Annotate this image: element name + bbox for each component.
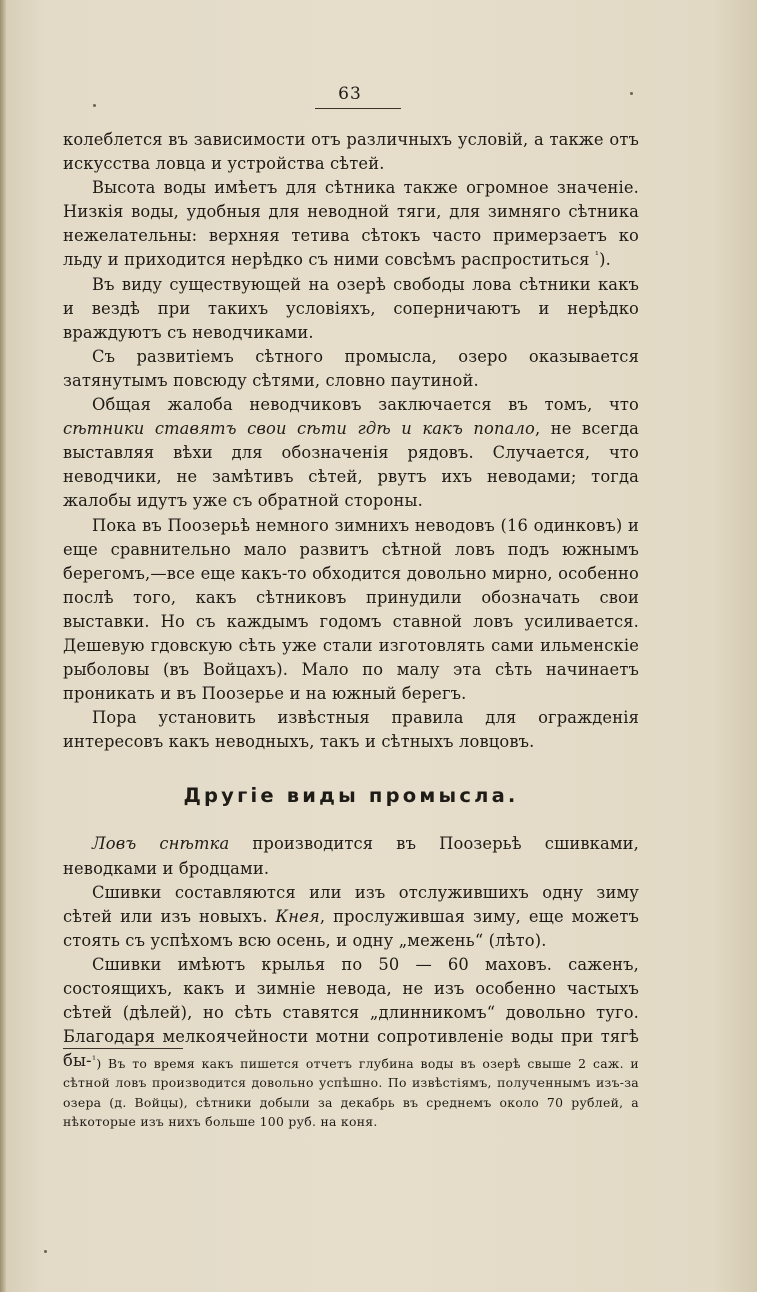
paper-speck [630,92,633,95]
paragraph: Пока въ Поозерьѣ немного зимнихъ неводовъ (16 одинковъ) и еще сравнительно мало развитъ сѣтной ловъ подъ южнымъ берегомъ,—все еще какъ-то обходится довольно мирно, особенно послѣ того, какъ сѣтниковъ принудили обозначать свои выставки. Но съ каждымъ годомъ ставной ловъ усиливается. Дешевую гдовскую сѣть уже стали изготовлять сами ильменскіе рыболовы (въ Войцахъ). Мало по малу эта сѣть начинаетъ проникать и въ Поозерье и на южный берегъ. [63,515,639,704]
paragraph: Съ развитіемъ сѣтного промысла, озеро оказывается затянутымъ повсюду сѣтями, словно паутиной. [63,346,639,390]
paragraph: Сшивки имѣютъ крылья по 50 — 60 маховъ. саженъ, состоящихъ, какъ и зимніе невода, не изъ особенно частыхъ сѣтей (дѣлей), но сѣть ставятся „длинникомъ“ довольно туго. Благодаря мелкоячейности мотни сопротивленіе воды при тягѣ бы- [63,954,639,1071]
page-number-rule [315,108,401,109]
emphasis-text: Ловъ снѣтка [92,834,230,854]
footnote-rule [63,1048,183,1049]
paragraph: Пора установить извѣстныя правила для огражденія интересовъ какъ неводныхъ, такъ и сѣтныхъ ловцовъ. [63,708,639,752]
paragraph: Высота воды имѣетъ для сѣтника также огромное значеніе. Низкія воды, удобныя для неводной тяги, для зимняго сѣтника нежелательны: верхняя тетива сѣтокъ часто примерзаетъ ко льду и приходится нерѣдко съ ними совсѣмъ распроститься $^{^1}$). [63,178,639,270]
footnotes [63,1054,639,1131]
footnote-mark: ¹ [92,1054,97,1066]
main-text [63,128,639,1073]
paragraph: колеблется въ зависимости отъ различныхъ условій, а также отъ искусства ловца и устройства сѣтей. [63,130,639,174]
footnote: $^{^1}$) Въ то время какъ пишется отчетъ глубина воды въ озерѣ свыше 2 саж. и сѣтной ловъ производится довольно успѣшно. По извѣстіямъ, полученнымъ изъ-за озера (д. Войцы), сѣтники добыли за декабрь въ среднемъ около 70 рублей, а нѣкоторые изъ нихъ больше 100 руб. на коня. [63,1054,639,1129]
section-heading: Другіе виды промысла. [183,784,519,808]
page-number: 63 [338,84,362,104]
footnote-reference: ¹ [594,251,600,263]
paper-speck [93,104,96,107]
page-spine-shadow [0,0,6,1292]
paper-speck [44,1250,47,1253]
paragraph: Общая жалоба неводчиковъ заключается въ томъ, что сѣтники ставятъ свои сѣти гдѣ и какъ попало, не всегда выставляя вѣхи для обозначенія рядовъ. Случается, что неводчики, не замѣтивъ сѣтей, рвутъ ихъ неводами; тогда жалобы идутъ уже съ обратной стороны. [63,395,639,511]
paragraph: Сшивки составляются или изъ отслужившихъ одну зиму сѣтей или изъ новыхъ. Кнея, прослужившая зиму, еще можетъ стоять съ успѣхомъ всю осень, и одну „межень“ (лѣто). [63,882,639,950]
paragraph: Ловъ снѣтка производится въ Поозерьѣ сшивками, неводками и бродцами. [63,834,639,878]
emphasis-text: Кнея [275,906,320,926]
emphasis-text: сѣтники ставятъ свои сѣти гдѣ и какъ попало [63,419,535,439]
paragraph: Въ виду существующей на озерѣ свободы лова сѣтники какъ и вездѣ при такихъ условіяхъ, соперничаютъ и нерѣдко враждуютъ съ неводчиками. [63,274,639,342]
